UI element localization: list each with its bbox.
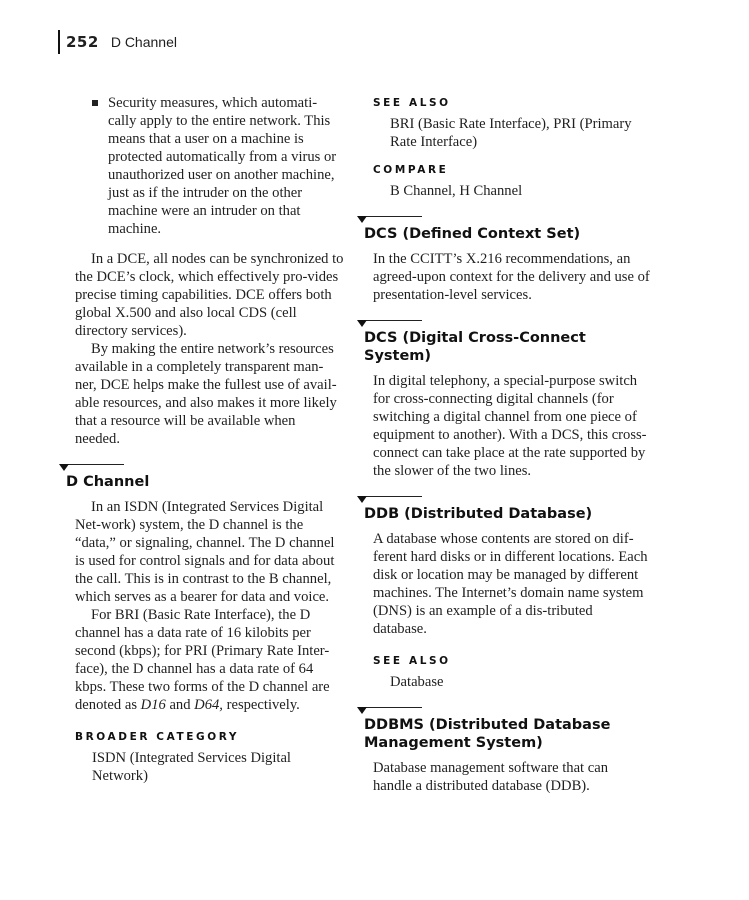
paragraph: Database management software that can handle a distributed database (DDB). <box>373 760 609 794</box>
italic-term: D64, <box>194 697 223 713</box>
page-number: 252 <box>66 33 99 51</box>
page-header <box>58 30 177 54</box>
italic-term: D16 <box>140 697 166 713</box>
paragraph: By making the entire network’s resources available in a completely transparent man-ner, DCE helps make the fullest use of avail-able resources, and also makes it more likely that a resource will be available when needed. <box>75 341 337 447</box>
cross-reference: B Channel, H Channel <box>390 183 523 199</box>
entry-marker-icon <box>360 707 422 716</box>
subhead-compare: COMPARE <box>373 164 449 176</box>
paragraph: A database whose contents are stored on dif-ferent hard disks or in different locations. Each disk or location may be managed by different machines. The Internet’s domain name system (DNS) is an example of a dis-tributed database. <box>373 531 648 637</box>
paragraph: In a DCE, all nodes can be synchronized to the DCE’s clock, which effectively pro-vides precise timing capabilities. DCE offers both global X.500 and also local CDS (cell directory services). <box>75 251 344 339</box>
square-bullet-icon <box>92 100 98 106</box>
entry-marker-icon <box>360 496 422 505</box>
text-run: and <box>165 697 195 713</box>
subhead-see-also: SEE ALSO <box>373 655 451 667</box>
paragraph: In an ISDN (Integrated Services Digital Net-work) system, the D channel is the “data,” or signaling, channel. The D channel is used for control signals and for data about the call. This is in contrast to the B channel, which serves as a bearer for data and voice. <box>75 499 335 605</box>
right-column <box>360 94 650 795</box>
list-item <box>62 94 344 238</box>
cross-reference: BRI (Basic Rate Interface), PRI (Primary Rate Interface) <box>390 116 632 150</box>
paragraph: In the CCITT’s X.216 recommendations, an agreed-upon context for the delivery and use of presentation-level services. <box>373 251 650 303</box>
cross-reference: Database <box>390 674 444 690</box>
entry-heading-d-channel: D Channel <box>66 474 150 490</box>
entry-heading-dcs-crossconnect: DCS (Digital Cross-Connect System) <box>364 330 586 364</box>
paragraph <box>62 606 344 714</box>
text-run: For BRI (Basic Rate Interface), the D channel has a data rate of 16 kilobits per second (kbps); for PRI (Primary Rate Inter-face), the D channel has a data rate of 64 kbps. These two forms of the D channel are denoted as <box>75 607 330 713</box>
entry-heading-ddbms: DDBMS (Distributed Database Management System) <box>364 717 611 751</box>
entry-marker-icon <box>360 320 422 329</box>
subhead-see-also: SEE ALSO <box>373 97 451 109</box>
text-run: respectively. <box>222 697 300 713</box>
running-title: D Channel <box>110 34 177 50</box>
entry-marker-icon <box>62 464 124 473</box>
entry-heading-ddb: DDB (Distributed Database) <box>364 506 593 522</box>
subhead-broader-category: BROADER CATEGORY <box>75 731 240 743</box>
entry-marker-icon <box>360 216 422 225</box>
cross-reference: ISDN (Integrated Services Digital Network) <box>92 750 291 784</box>
entry-heading-dcs-context: DCS (Defined Context Set) <box>364 226 581 242</box>
bullet-text: Security measures, which automati-cally apply to the entire network. This means that a user on a machine is protected automatically from a virus or unauthorized user on another machine, just as if the intruder on the other machine were an intruder on that machine. <box>108 95 337 237</box>
paragraph: In digital telephony, a special-purpose switch for cross-connecting digital channels (for switching a digital channel from one piece of equipment to another). With a DCS, this cross-connect can take place at the rate supported by the slower of the two lines. <box>373 373 647 479</box>
left-column <box>62 94 344 785</box>
